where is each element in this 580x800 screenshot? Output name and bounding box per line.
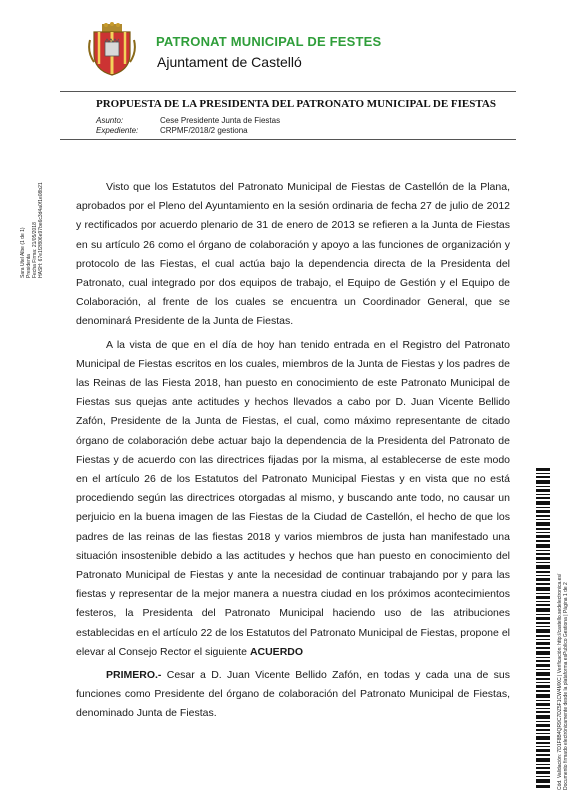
verification-stamp <box>557 470 577 790</box>
paragraph-1: Visto que los Estatutos del Patronato Municipal de Fiestas de Castellón de la Plana, aprobados por el Pleno del Ayuntamiento en la sesión ordinaria de fecha 27 de julio de 2012 y rectificados por acuerdo plenario de 31 de enero de 2013 se refieren a la Junta de Fiestas en su artículo 26 como el órgano de colaboración y apoyo a las funciones de organización y protocolo de las Fiestas, el cual actúa bajo la dependencia directa de la Presidenta del Patronato, cual integrado por dos equipos de trabajo, el Equipo de Gestión y el Equipo de Colaboración, al frente de los cuales se encuentra un Coordinador General, que se denominará Presidente de la Junta de Fiestas. <box>76 181 510 328</box>
paragraph-2 <box>76 336 510 662</box>
subject-label: Asunto: <box>96 116 124 125</box>
platform-note: Documento firmado electrónicamente desde la plataforma esPublico Gestiona | Página 1 de 2 <box>563 582 569 790</box>
document-body <box>76 178 510 728</box>
validation-code: Cód. Validación: 7D1F8B4QR9C7DZ5F1CW4MXC | Verificación: http://castello.sedelectronica.es/ <box>557 573 563 790</box>
paragraph-3 <box>76 666 510 724</box>
agreement-heading: ACUERDO <box>249 645 304 658</box>
document-title: PROPUESTA DE LA PRESIDENTA DEL PATRONATO MUNICIPAL DE FIESTAS <box>96 98 496 110</box>
signature-date: Fecha Firma: 21/05/2018 <box>32 222 38 278</box>
header-divider <box>60 91 516 92</box>
organization-name: PATRONAT MUNICIPAL DE FESTES <box>156 34 382 49</box>
paragraph-2-text: A la vista de que en el día de hoy han tenido entrada en el Registro del Patronato Municipal de Fiestas escritos en los cuales, miembros de la Junta de Fiestas y los padres de las Reinas de las Fiesta 2018, han puesto en conocimiento de este Patronato Municipal de Fiestas sus quejas ante actitudes y hechos llevados a cabo por D. Juan Vicente Bellido Zafón, Presidente de la Junta de Fiestas, el cual, como máximo representante de citado órgano de colaboración debe actuar bajo la dependencia de la Presidenta del Patronato de Fiestas y de acuerdo con las directrices fijadas por la misma, al establecerse de este modo en el artículo 26 de los Estatutos del Patronato Municipal Fiestas y en vista que no está procediendo según las directrices otorgadas al mismo, y buscando ante todo, no causar un perjuicio en la buena imagen de las Fiestas de la Ciudad de Castellón, el hecho de que los padres de las reinas de las fiestas 2018 y varios miembros de justa han manifestado una situación insostenible debido a las actitudes y hechos que han puesto en conocimiento del Patronato Municipal de Fiestas y ante la necesidad de continuar trabajando por y para las fiestas y representar de la mejor manera a nuestra ciudad en los próximos acontecimientos festeros, la Presidenta del Patronato Municipal haciendo uso de las atribuciones establecidas en el artículo 22 de los Estatutos del Patronato Municipal de Fiestas, propone el elevar al Consejo Rector el siguiente <box>76 338 510 658</box>
signer-role: Presidenta <box>26 254 32 278</box>
header-bottom-divider <box>60 139 516 140</box>
subject-value: Cese Presidente Junta de Fiestas <box>160 116 281 125</box>
coat-of-arms-logo <box>88 22 136 76</box>
paragraph-3-text: Cesar a D. Juan Vicente Bellido Zafón, en todas y cada una de sus funciones como Presidente del órgano de colaboración del Patronato Municipal de Fiestas, denominado Junta de Fiestas. <box>76 669 510 720</box>
signature-hash: HASH: 67e1f2f806e97be6c3d4a0f1e08b21 <box>38 182 44 278</box>
file-label: Expediente: <box>96 126 139 135</box>
barcode-image <box>536 468 550 788</box>
file-value: CRPMF/2018/2 gestiona <box>160 126 248 135</box>
first-resolution-label: PRIMERO.- <box>106 669 162 682</box>
signature-stamp <box>20 182 60 278</box>
signer-name: Sara Utel Albe (1 de 1) <box>20 227 26 278</box>
city-council-name: Ajuntament de Castelló <box>157 54 302 70</box>
